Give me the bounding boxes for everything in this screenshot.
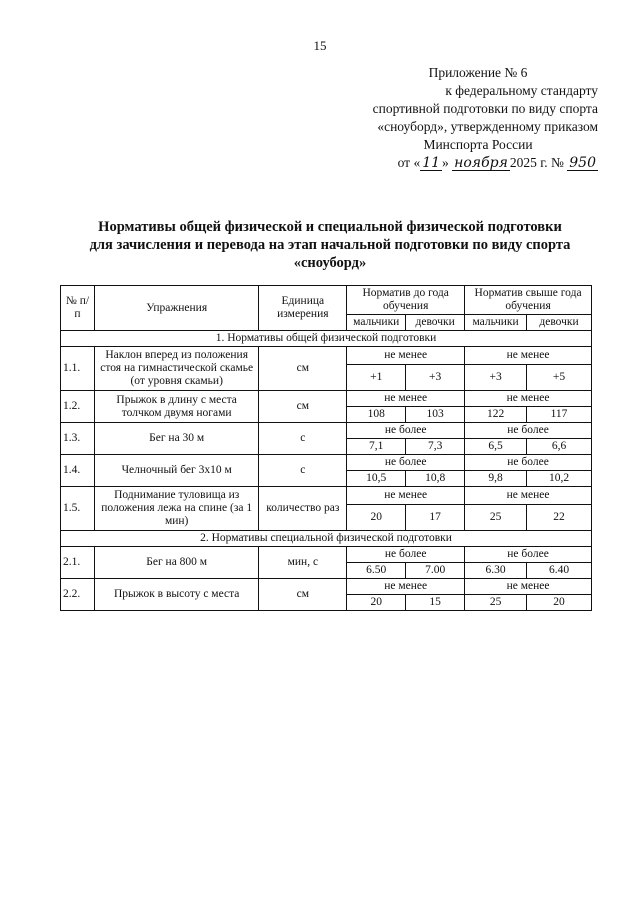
norm-condition: не менее bbox=[465, 579, 592, 595]
value-boys: 6.50 bbox=[347, 563, 406, 579]
norm-condition: не менее bbox=[465, 487, 592, 505]
row-number: 1.5. bbox=[61, 487, 95, 531]
value-boys: 25 bbox=[465, 505, 527, 531]
order-line bbox=[318, 154, 598, 172]
header-unit: Единица измерения bbox=[259, 286, 347, 331]
value-boys: 20 bbox=[347, 595, 406, 611]
norm-condition: не более bbox=[465, 547, 592, 563]
table-row bbox=[61, 547, 592, 563]
value-girls: 117 bbox=[527, 407, 592, 423]
order-year: 2025 г. № bbox=[509, 155, 564, 170]
title-line: для зачисления и перевода на этап начальной подготовки по виду спорта bbox=[89, 237, 571, 253]
exercise-name: Бег на 30 м bbox=[94, 423, 259, 455]
value-boys: 122 bbox=[465, 407, 527, 423]
value-girls: 6,6 bbox=[527, 439, 592, 455]
header-norm-over-year: Норматив свыше года обучения bbox=[465, 286, 592, 315]
order-number: 950 bbox=[569, 155, 596, 171]
order-day: 11 bbox=[422, 155, 441, 171]
appendix-header bbox=[318, 64, 598, 172]
value-girls: 22 bbox=[527, 505, 592, 531]
unit-of-measure: мин, с bbox=[259, 547, 347, 579]
title-line: «сноуборд» bbox=[293, 255, 367, 271]
document-title bbox=[60, 218, 600, 272]
header-exercise: Упражнения bbox=[94, 286, 259, 331]
section-title: 2. Нормативы специальной физической подготовки bbox=[61, 531, 592, 547]
norms-table bbox=[60, 285, 592, 611]
norm-condition: не менее bbox=[465, 391, 592, 407]
row-number: 1.1. bbox=[61, 347, 95, 391]
unit-of-measure: см bbox=[259, 391, 347, 423]
section-row bbox=[61, 331, 592, 347]
value-girls: 15 bbox=[406, 595, 465, 611]
value-girls: +5 bbox=[527, 365, 592, 391]
exercise-name: Наклон вперед из положения стоя на гимнастической скамье (от уровня скамьи) bbox=[94, 347, 259, 391]
value-girls: 20 bbox=[527, 595, 592, 611]
unit-of-measure: см bbox=[259, 579, 347, 611]
header-boys: мальчики bbox=[465, 315, 527, 331]
appendix-line: Минспорта России bbox=[423, 137, 533, 152]
value-girls: +3 bbox=[406, 365, 465, 391]
value-girls: 17 bbox=[406, 505, 465, 531]
row-number: 1.2. bbox=[61, 391, 95, 423]
header-boys: мальчики bbox=[347, 315, 406, 331]
exercise-name: Прыжок в высоту с места bbox=[94, 579, 259, 611]
value-boys: 6.30 bbox=[465, 563, 527, 579]
title-line: Нормативы общей физической и специальной физической подготовки bbox=[98, 219, 562, 235]
exercise-name: Бег на 800 м bbox=[94, 547, 259, 579]
value-girls: 10,2 bbox=[527, 471, 592, 487]
norm-condition: не более bbox=[347, 423, 465, 439]
section-title: 1. Нормативы общей физической подготовки bbox=[61, 331, 592, 347]
header-norm-upto-year: Норматив до года обучения bbox=[347, 286, 465, 315]
order-mid: » bbox=[442, 155, 449, 170]
table-body bbox=[61, 331, 592, 611]
exercise-name: Прыжок в длину с места толчком двумя ногами bbox=[94, 391, 259, 423]
unit-of-measure: с bbox=[259, 455, 347, 487]
value-boys: 9,8 bbox=[465, 471, 527, 487]
value-boys: 7,1 bbox=[347, 439, 406, 455]
norm-condition: не менее bbox=[347, 391, 465, 407]
value-boys: 10,5 bbox=[347, 471, 406, 487]
header-girls: девочки bbox=[406, 315, 465, 331]
page-number: 15 bbox=[313, 38, 327, 53]
table-row bbox=[61, 579, 592, 595]
unit-of-measure: с bbox=[259, 423, 347, 455]
value-girls: 103 bbox=[406, 407, 465, 423]
appendix-line: спортивной подготовки по виду спорта bbox=[372, 101, 598, 116]
row-number: 1.3. bbox=[61, 423, 95, 455]
table-row bbox=[61, 347, 592, 365]
table-row bbox=[61, 423, 592, 439]
norm-condition: не менее bbox=[347, 487, 465, 505]
appendix-line: «сноуборд», утвержденному приказом bbox=[377, 119, 598, 134]
value-boys: 108 bbox=[347, 407, 406, 423]
value-girls: 10,8 bbox=[406, 471, 465, 487]
exercise-name: Поднимание туловища из положения лежа на спине (за 1 мин) bbox=[94, 487, 259, 531]
value-boys: 25 bbox=[465, 595, 527, 611]
unit-of-measure: см bbox=[259, 347, 347, 391]
norm-condition: не менее bbox=[347, 579, 465, 595]
value-boys: +1 bbox=[347, 365, 406, 391]
unit-of-measure: количество раз bbox=[259, 487, 347, 531]
row-number: 2.2. bbox=[61, 579, 95, 611]
norm-condition: не менее bbox=[465, 347, 592, 365]
header-num: № п/п bbox=[61, 286, 95, 331]
header-girls: девочки bbox=[527, 315, 592, 331]
row-number: 1.4. bbox=[61, 455, 95, 487]
norm-condition: не менее bbox=[347, 347, 465, 365]
row-number: 2.1. bbox=[61, 547, 95, 579]
norm-condition: не более bbox=[465, 423, 592, 439]
exercise-name: Челночный бег 3x10 м bbox=[94, 455, 259, 487]
norm-condition: не более bbox=[347, 547, 465, 563]
norm-condition: не более bbox=[347, 455, 465, 471]
section-row bbox=[61, 531, 592, 547]
norm-condition: не более bbox=[465, 455, 592, 471]
appendix-title: Приложение № 6 bbox=[428, 65, 528, 80]
table-row bbox=[61, 455, 592, 471]
value-girls: 7.00 bbox=[406, 563, 465, 579]
value-girls: 6.40 bbox=[527, 563, 592, 579]
appendix-line: к федеральному стандарту bbox=[445, 83, 598, 98]
order-month: ноября bbox=[454, 155, 508, 171]
value-boys: +3 bbox=[465, 365, 527, 391]
value-girls: 7,3 bbox=[406, 439, 465, 455]
order-prefix: от « bbox=[397, 155, 421, 170]
table-row bbox=[61, 391, 592, 407]
table-row bbox=[61, 487, 592, 505]
value-boys: 20 bbox=[347, 505, 406, 531]
value-boys: 6,5 bbox=[465, 439, 527, 455]
